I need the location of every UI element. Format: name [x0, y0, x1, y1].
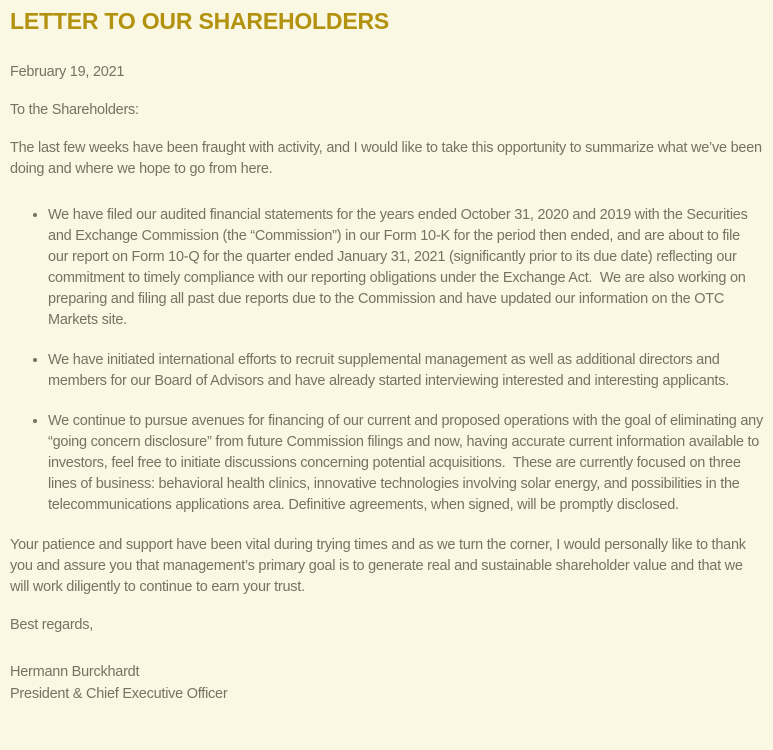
- salutation: To the Shareholders:: [10, 102, 139, 118]
- bullet-item-filings: • We have filed our audited financial statements for the years ended October 31, 2020 and 2019 with the Securities and Exchange Commission (the “Commission”) in our Form 10-K for the period then ended, and are about to file our report on Form 10-Q for the quarter ended January 31, 2021 (significantly prior to its due date) reflecting our commitment to timely compliance with our reporting obligations under the Exchange Act. We are also working on preparing and filing all past due reports due to the Commission and have updated our information on the OTC Markets site.: [48, 205, 763, 331]
- signature-block: [10, 661, 763, 705]
- signature-title: President & Chief Executive Officer: [10, 686, 228, 702]
- bullet-list: [10, 205, 767, 516]
- intro-paragraph: The last few weeks have been fraught with activity, and I would like to take this opportunity to summarize what we’ve been doing and where we hope to go from here.: [10, 140, 766, 177]
- letter-date: February 19, 2021: [10, 64, 125, 80]
- bullet-item-recruiting: • We have initiated international efforts to recruit supplemental management as well as additional directors and members for our Board of Advisors and have already started interviewing interested and interesting applicants.: [48, 350, 763, 392]
- bullet-item-financing: • We continue to pursue avenues for financing of our current and proposed operations with the goal of eliminating any “going concern disclosure” from future Commission filings and now, having accurate current information available to investors, feel free to initiate discussions concerning potential acquisitions. These are currently focused on three lines of business: behavioral health clinics, innovative technologies involving solar energy, and possibilities in the telecommunications applications area. Definitive agreements, when signed, will be promptly disclosed.: [48, 411, 763, 516]
- signature-name: Hermann Burckhardt: [10, 664, 140, 680]
- closing-paragraph: Your patience and support have been vital during trying times and as we turn the corner, I would personally like to thank you and assure you that management’s primary goal is to generate real and sustainable shareholder value and that we will work diligently to continue to earn your trust.: [10, 537, 750, 595]
- regards-line: Best regards,: [10, 617, 93, 633]
- page-title: LETTER TO OUR SHAREHOLDERS: [10, 8, 390, 34]
